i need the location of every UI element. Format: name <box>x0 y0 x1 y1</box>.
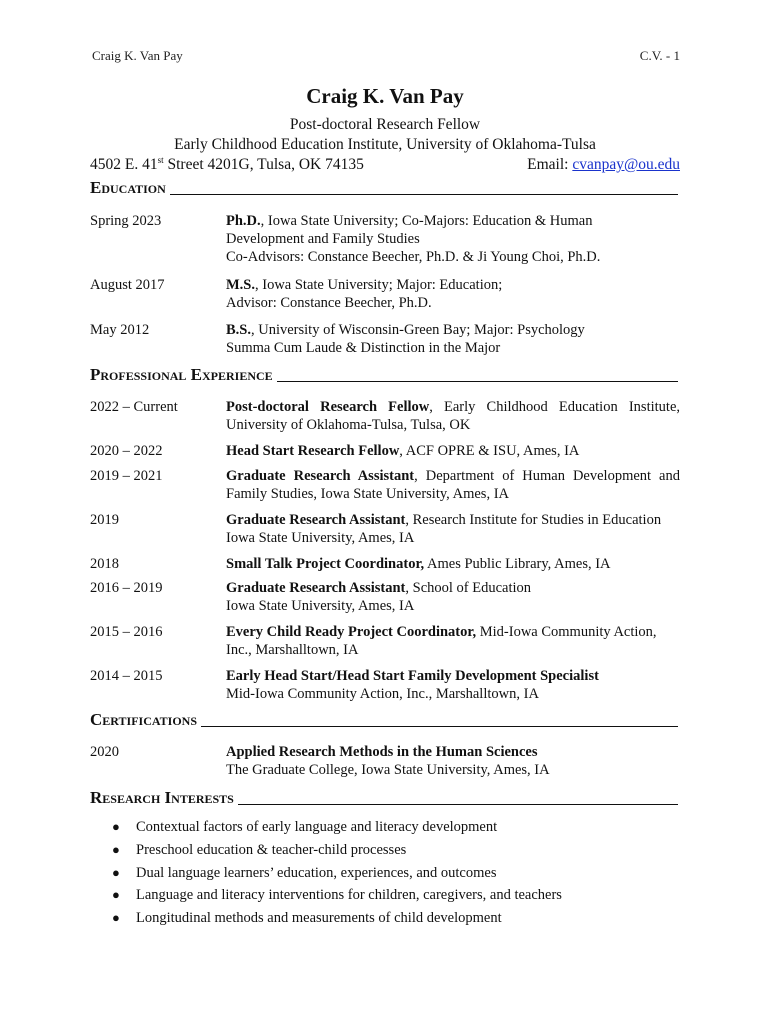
running-header <box>92 48 680 64</box>
cv-title: Post-doctoral Research Fellow <box>289 116 481 133</box>
experience-entry: 2020 – 2022 Head Start Research Fellow, ACF OPRE & ISU, Ames, IA <box>90 443 580 459</box>
bullet-icon: ● <box>112 841 120 857</box>
experience-entry: 2018 Small Talk Project Coordinator, Ames Public Library, Ames, IA <box>90 556 611 572</box>
certifications-heading: Certifications <box>90 710 678 730</box>
cv-affiliation: Early Childhood Education Institute, University of Oklahoma-Tulsa <box>174 136 596 153</box>
experience-entry: 2014 – 2015 Early Head Start/Head Start Family Development Specialist Mid-Iowa Community Action, Inc., Marshalltown, IA <box>90 668 599 702</box>
list-item: ● Contextual factors of early language and literacy development <box>112 816 672 839</box>
bullet-icon: ● <box>112 910 120 926</box>
cv-name: Craig K. Van Pay <box>306 84 464 108</box>
certification-entry: 2020 Applied Research Methods in the Human Sciences The Graduate College, Iowa State University, Ames, IA <box>90 744 550 778</box>
interests-heading: Research Interests <box>90 788 678 808</box>
experience-entry: 2016 – 2019 Graduate Research Assistant, School of Education Iowa State University, Ames, IA <box>90 580 532 614</box>
experience-entry: 2019 Graduate Research Assistant, Research Institute for Studies in Education Iowa State University, Ames, IA <box>90 512 662 546</box>
entry-date: Spring 2023 <box>90 213 162 229</box>
experience-heading: Professional Experience <box>90 365 678 385</box>
header-author: Craig K. Van Pay <box>92 48 183 63</box>
list-item: ● Dual language learners’ education, experiences, and outcomes <box>112 862 672 885</box>
bullet-icon: ● <box>112 864 120 880</box>
experience-entry: 2022 – Current Post-doctoral Research Fellow, Early Childhood Education Institute, University of Oklahoma-Tulsa, Tulsa, OK <box>90 399 681 433</box>
list-item: ● Preschool education & teacher-child processes <box>112 839 672 862</box>
email: Email: cvanpay@ou.edu <box>527 156 680 173</box>
interests-list <box>112 816 672 930</box>
list-item: ● Language and literacy interventions for children, caregivers, and teachers <box>112 884 672 907</box>
experience-entry: 2015 – 2016 Every Child Ready Project Coordinator, Mid-Iowa Community Action, Inc., Marshalltown, IA <box>90 624 657 658</box>
education-entry: May 2012 B.S., University of Wisconsin-Green Bay; Major: Psychology Summa Cum Laude & Distinction in the Major <box>90 322 585 356</box>
list-item: ● Longitudinal methods and measurements of child development <box>112 907 672 930</box>
address-line <box>90 155 680 175</box>
education-heading: Education <box>90 178 678 198</box>
education-entry: Spring 2023 Ph.D., Iowa State University; Co-Majors: Education & Human Development and Family Studies Co-Advisors: Constance Beecher, Ph.D. & Ji Young Choi, Ph.D. <box>90 213 601 265</box>
email-link[interactable]: cvanpay@ou.edu <box>572 156 680 173</box>
contact-block <box>90 84 680 175</box>
education-entry: August 2017 M.S., Iowa State University; Major: Education; Advisor: Constance Beecher, Ph.D. <box>90 277 503 311</box>
header-page-number: C.V. - 1 <box>639 48 680 63</box>
entry-date: May 2012 <box>90 322 150 338</box>
experience-entry: 2019 – 2021 Graduate Research Assistant, Department of Human Development and Family Studies, Iowa State University, Ames, IA <box>90 468 680 502</box>
bullet-icon: ● <box>112 887 120 903</box>
entry-date: August 2017 <box>90 277 165 293</box>
bullet-icon: ● <box>112 819 120 834</box>
address: 4502 E. 41st Street 4201G, Tulsa, OK 74135 <box>90 154 364 173</box>
